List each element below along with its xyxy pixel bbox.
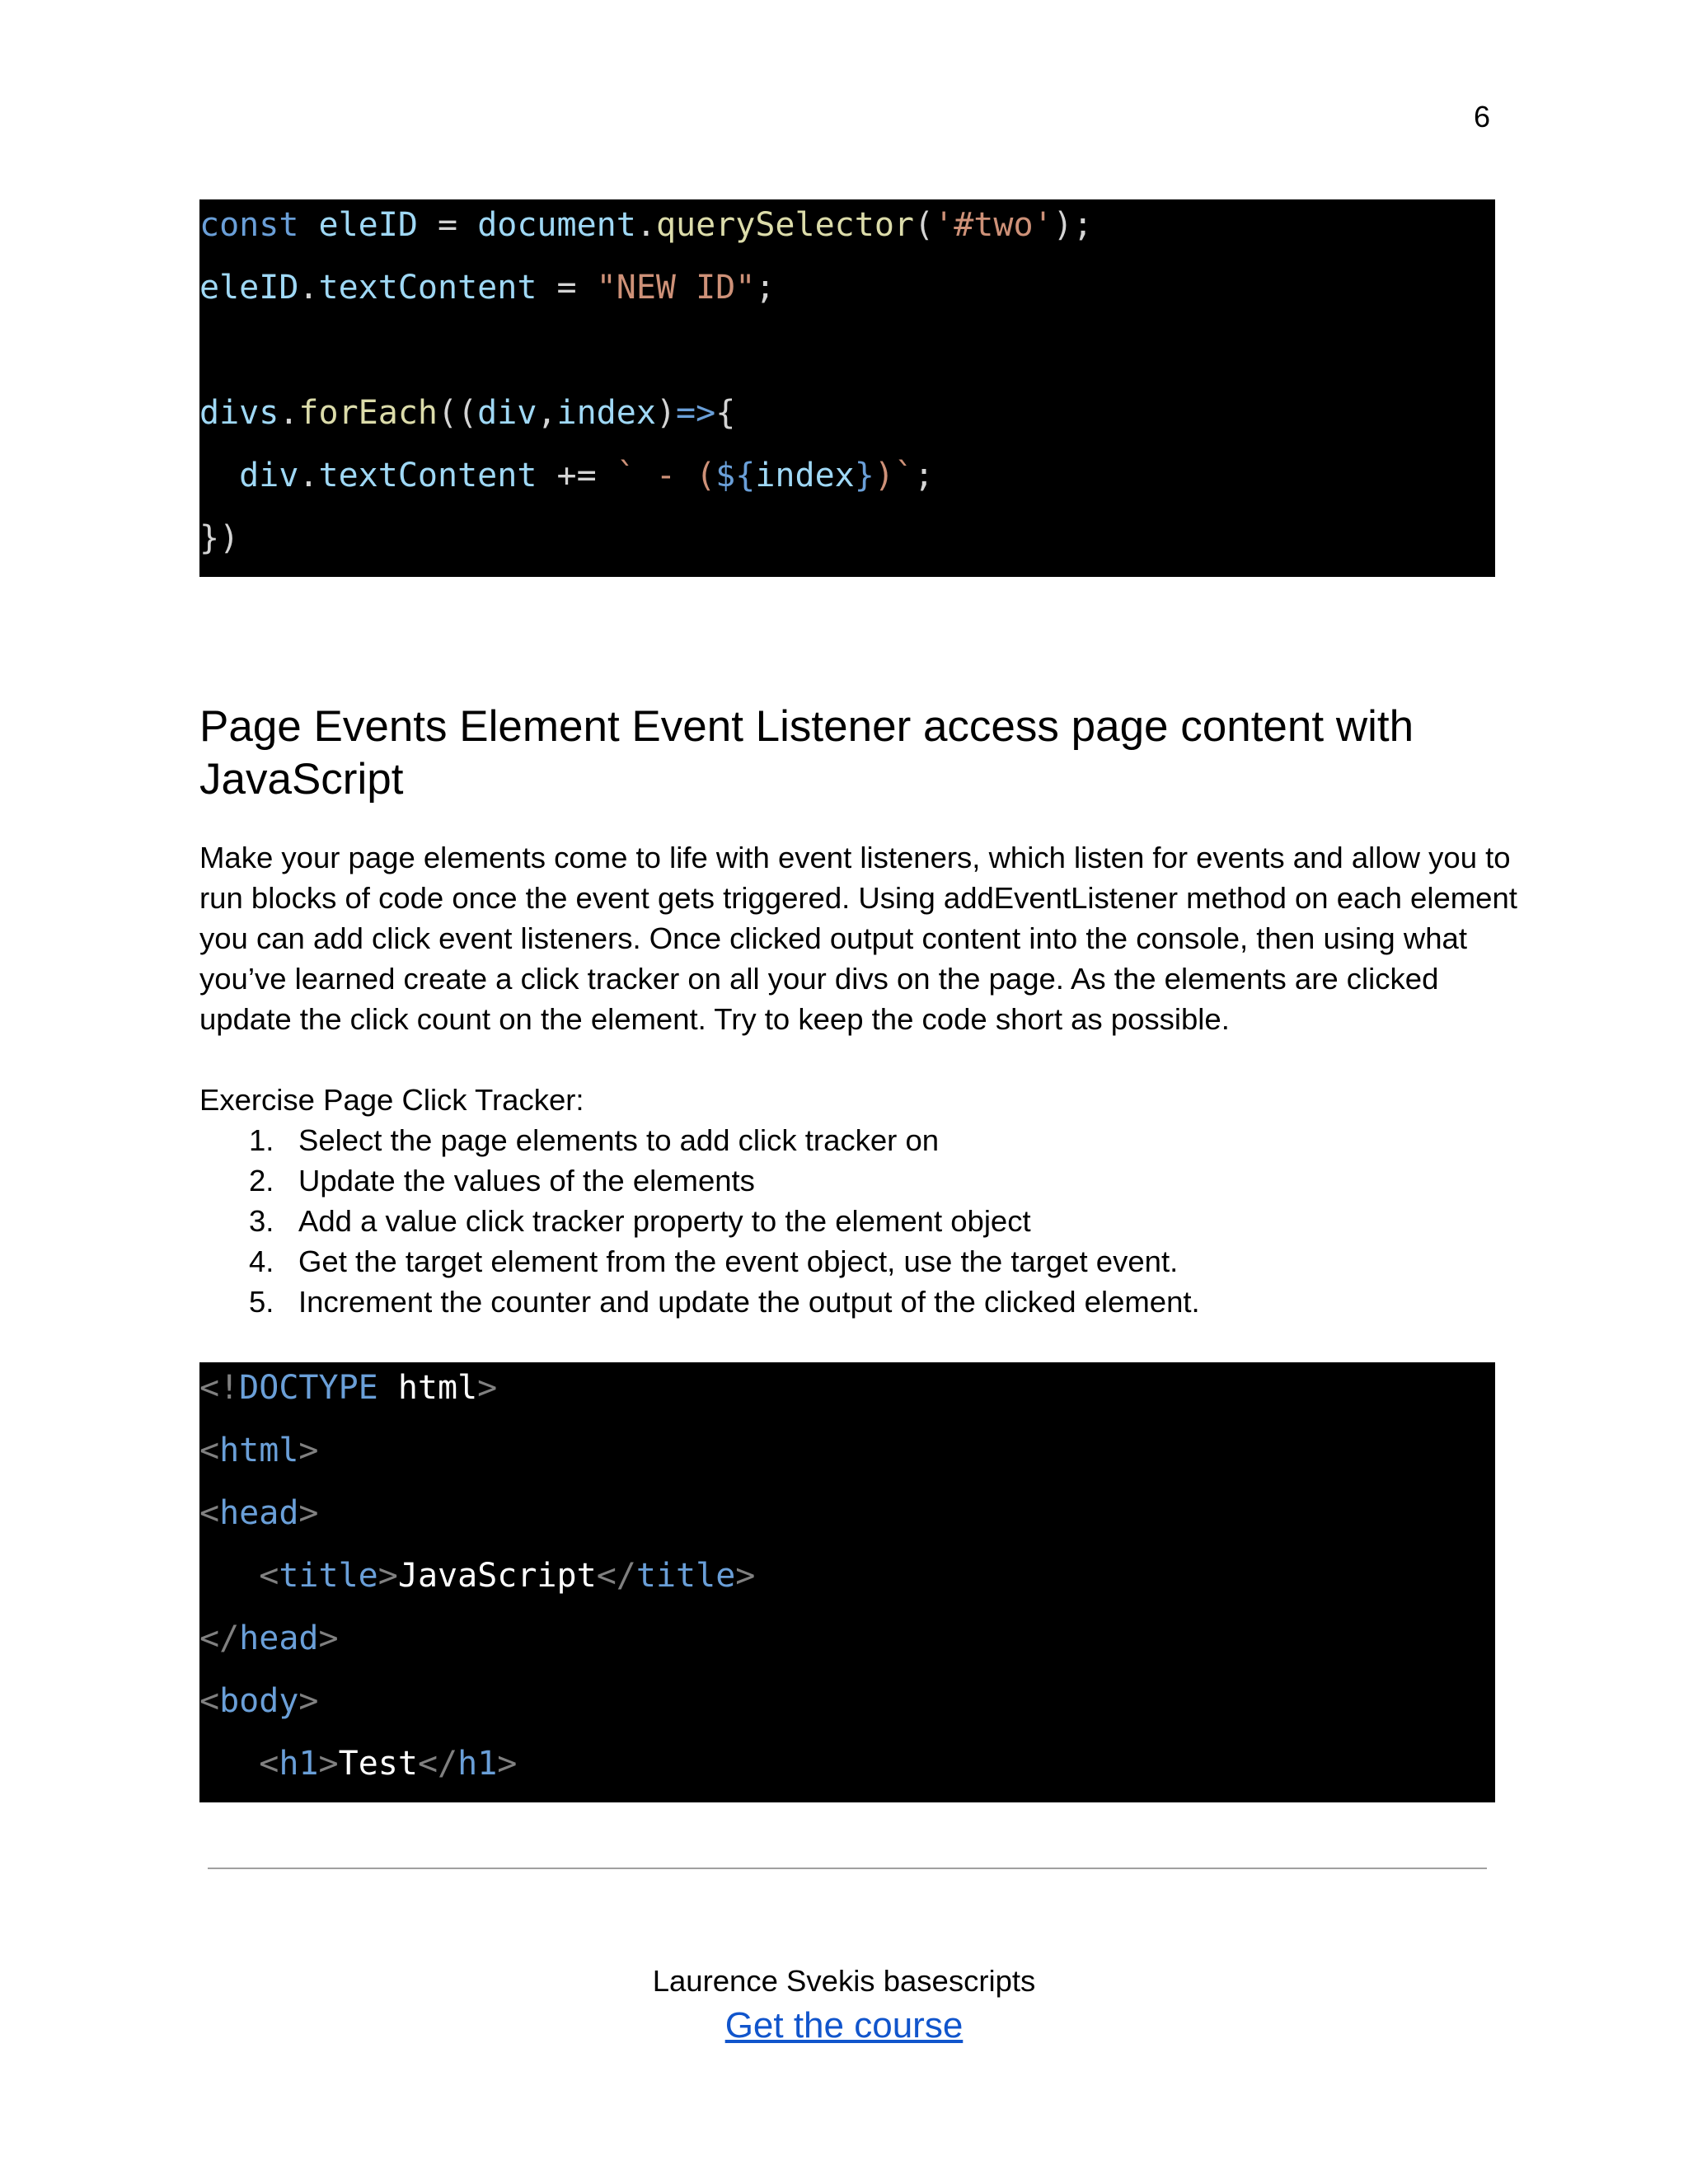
code-token: "NEW ID" xyxy=(596,269,756,307)
code-token: = xyxy=(417,206,478,244)
list-item-number: 3. xyxy=(249,1204,274,1238)
code-token: divs xyxy=(199,394,279,432)
code-token: eleID xyxy=(199,269,299,307)
code-token: ); xyxy=(1053,206,1093,244)
list-item xyxy=(199,1241,1200,1282)
code-token: title xyxy=(279,1557,378,1595)
code-token: > xyxy=(298,1432,319,1469)
code-token: < xyxy=(199,1682,220,1720)
code-token: div xyxy=(477,394,537,432)
list-item-number: 5. xyxy=(249,1285,274,1319)
code-token: Test xyxy=(338,1745,418,1783)
code-token: h1 xyxy=(279,1745,319,1783)
code-line xyxy=(199,1419,1495,1482)
code-token: </ xyxy=(417,1745,458,1783)
code-token: body xyxy=(219,1682,299,1720)
code-token: )` xyxy=(874,457,915,494)
code-token: </ xyxy=(596,1557,636,1595)
footer-link-container xyxy=(0,2004,1688,2047)
code-token xyxy=(378,1369,398,1407)
code-token: ${ xyxy=(715,457,756,494)
code-token xyxy=(298,206,318,244)
code-token: > xyxy=(377,1557,398,1595)
list-item-number: 2. xyxy=(249,1164,274,1197)
code-token: < xyxy=(259,1557,279,1595)
code-token: index xyxy=(556,394,656,432)
code-token: > xyxy=(298,1494,319,1532)
code-token: > xyxy=(318,1745,339,1783)
code-token: } xyxy=(854,457,874,494)
code-line xyxy=(199,507,1495,569)
code-token: . xyxy=(279,394,299,432)
list-item-text: Select the page elements to add click tracker on xyxy=(298,1123,940,1157)
code-token: eleID xyxy=(318,206,418,244)
code-token: > xyxy=(477,1369,498,1407)
footer-divider xyxy=(208,1868,1487,1869)
code-block-html-snippet xyxy=(199,1362,1495,1802)
section-heading: Page Events Element Event Listener access page content with JavaScript xyxy=(199,702,1414,804)
code-token: <! xyxy=(199,1369,240,1407)
code-token: DOCTYPE xyxy=(239,1369,378,1407)
code-line xyxy=(199,1482,1495,1544)
code-token: title xyxy=(635,1557,736,1595)
code-token: JavaScript xyxy=(397,1557,597,1595)
code-token: }) xyxy=(199,519,240,557)
code-token: ( xyxy=(914,206,935,244)
code-token: const xyxy=(199,206,299,244)
code-token: . xyxy=(635,206,656,244)
code-token: html xyxy=(219,1432,299,1469)
code-token: > xyxy=(735,1557,756,1595)
list-item-text: Get the target element from the event object, use the target event. xyxy=(298,1244,1179,1278)
code-line xyxy=(199,199,1495,256)
code-token: = xyxy=(537,269,597,307)
code-token: '#two' xyxy=(934,206,1053,244)
code-token xyxy=(199,1557,259,1595)
code-token xyxy=(199,457,239,494)
code-line xyxy=(199,256,1495,319)
code-token: head xyxy=(219,1494,299,1532)
code-block-dom-update xyxy=(199,199,1495,577)
code-token: . xyxy=(298,269,319,307)
code-token: html xyxy=(397,1369,478,1407)
code-token: > xyxy=(298,1682,319,1720)
list-item xyxy=(199,1282,1200,1322)
code-token: h1 xyxy=(457,1745,498,1783)
list-item-text: Update the values of the elements xyxy=(298,1164,755,1197)
code-token: head xyxy=(239,1619,319,1657)
code-token xyxy=(199,1745,259,1783)
page-number: 6 xyxy=(1473,100,1490,134)
code-token: ` - ( xyxy=(616,457,716,494)
code-token: ) xyxy=(655,394,677,432)
code-line xyxy=(199,1670,1495,1732)
list-item xyxy=(199,1160,1200,1201)
code-line xyxy=(199,319,1495,382)
code-token: index xyxy=(755,457,855,494)
code-token: < xyxy=(199,1494,220,1532)
code-token: forEach xyxy=(298,394,438,432)
code-line xyxy=(199,1732,1495,1795)
footer-author: Laurence Svekis basescripts xyxy=(652,1964,1036,1998)
code-token: > xyxy=(318,1619,339,1657)
code-token: (( xyxy=(438,394,478,432)
code-token: textContent xyxy=(318,269,537,307)
code-line xyxy=(199,1544,1495,1607)
section-paragraph: Make your page elements come to life with event listeners, which listen for events and allow you to run blocks of code once the event gets triggered. Using addEventListener method on each element you can add click event listeners. Once clicked output content into the console, then using what you’ve learned create a click tracker on all your divs on the page. As the elements are clicked update the click count on the element. Try to keep the code short as possible. xyxy=(199,841,1517,1036)
list-item-number: 4. xyxy=(249,1244,274,1278)
code-line xyxy=(199,444,1495,507)
code-token: div xyxy=(239,457,299,494)
code-token: </ xyxy=(199,1619,240,1657)
code-token: => xyxy=(676,394,716,432)
list-item-text: Increment the counter and update the output of the clicked element. xyxy=(298,1285,1200,1319)
code-token: querySelector xyxy=(655,206,915,244)
code-line xyxy=(199,382,1495,444)
code-line xyxy=(199,1607,1495,1670)
code-token: ; xyxy=(914,457,935,494)
code-token: { xyxy=(715,394,736,432)
exercise-title: Exercise Page Click Tracker: xyxy=(199,1083,584,1117)
code-token: , xyxy=(537,394,557,432)
code-token: < xyxy=(199,1432,220,1469)
code-token: . xyxy=(298,457,319,494)
code-line xyxy=(199,1362,1495,1419)
code-token: textContent xyxy=(318,457,537,494)
list-item xyxy=(199,1201,1200,1241)
list-item-text: Add a value click tracker property to the element object xyxy=(298,1204,1031,1238)
code-token: ; xyxy=(755,269,776,307)
code-token: += xyxy=(537,457,617,494)
code-token: > xyxy=(497,1745,518,1783)
code-token: < xyxy=(259,1745,279,1783)
code-token: document xyxy=(477,206,636,244)
list-item xyxy=(199,1120,1200,1160)
list-item-number: 1. xyxy=(249,1123,274,1157)
get-the-course-link[interactable]: Get the course xyxy=(724,2005,964,2046)
exercise-steps-list xyxy=(199,1120,1200,1322)
